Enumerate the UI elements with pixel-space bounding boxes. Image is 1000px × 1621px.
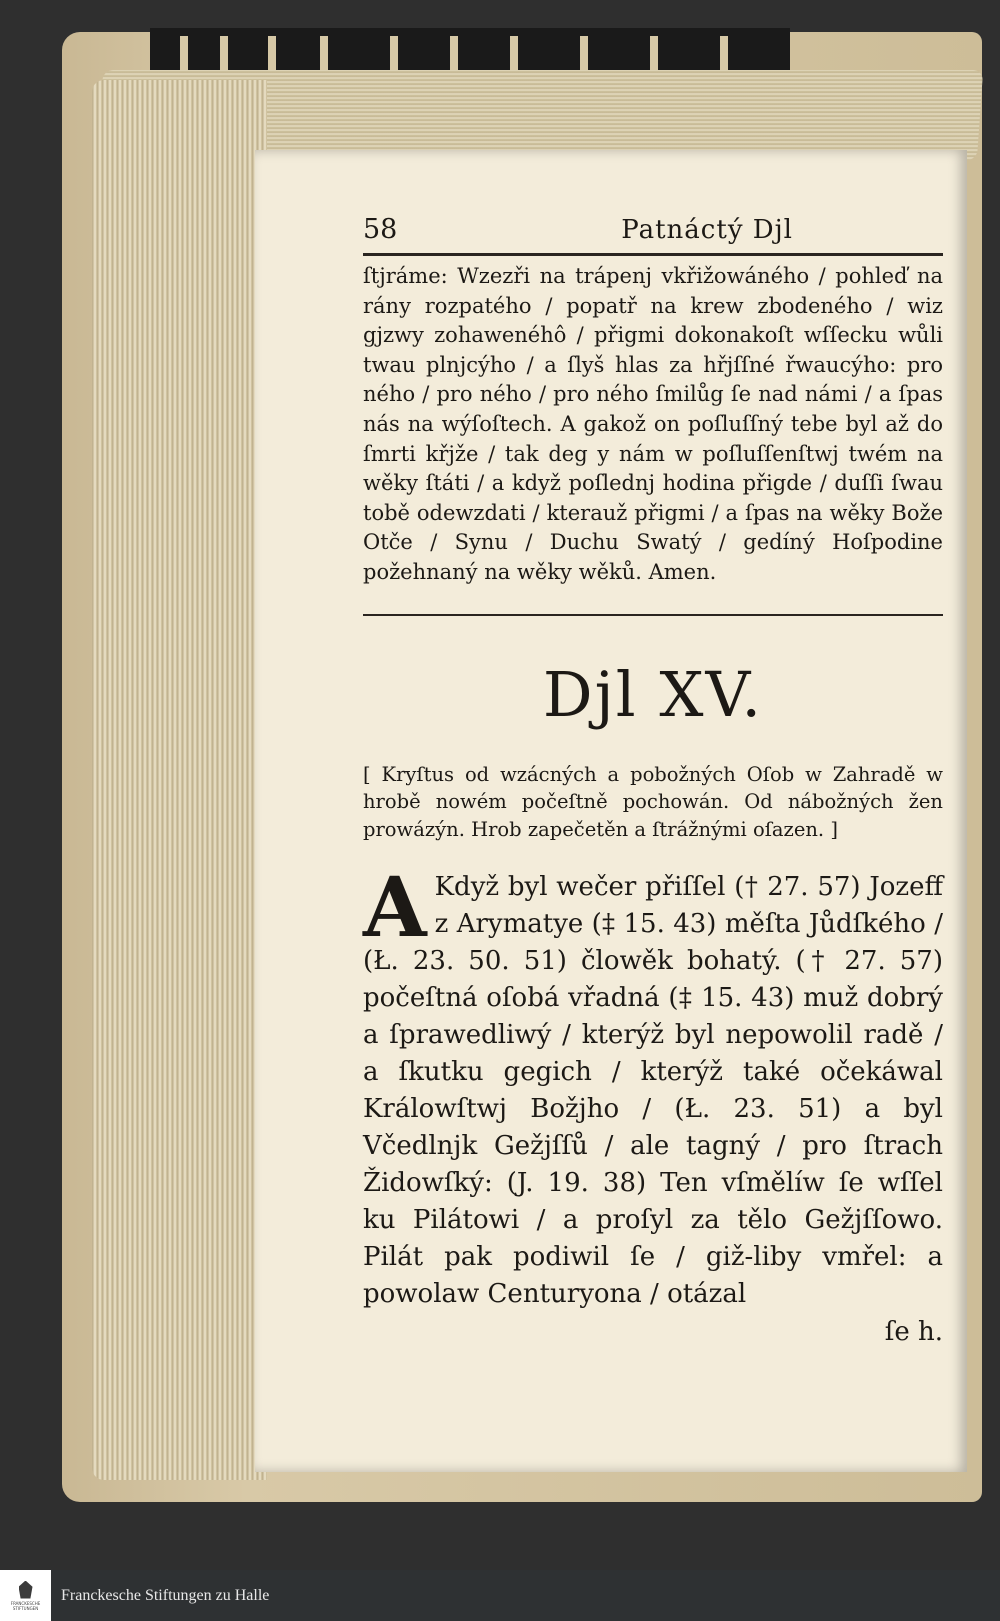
catchword: ſe h. [884,1317,943,1348]
section-divider [363,614,943,616]
page-block-edge [92,80,267,1480]
chapter-body: Když byl wečer přiſſel († 27. 57) Jozeff z Arymatye (‡ 15. 43) měſta Jůdſkého / (Ł. 23. 50. 51) člowěk bohatý. († 27. 57) počeſtná oſobá vřadná (‡ 15. 43) muž dobrý a ſprawedliwý / kterýž byl nepowolil radě / a ſkutku gegich / kterýž také očekáwal Králowſtwj Božjho / (Ł. 23. 51) a byl Včedlnjk Gežjſſů / ale tagný / pro ſtrach Židowſký: (J. 19. 38) Ten vſmělíw ſe wſſel ku Pilátowi / a proſyl za tělo Gežjſſowo. Pilát pak podiwil ſe / giž-liby vmřel: a powolaw Centuryona / otázal [363,872,943,1310]
prayer-paragraph: ſtjráme: Wzezři na trápenj vkřižowáného / pohleď na rány rozpatého / popatř na krew zbodeného / wiz gjzwy zohawenéhô / přigmi dokonakoſt wſſecku wůli twau plnjcýho / a ſlyš hlas za hřjſſné řwaucýho: pro ného / pro ného / pro ného ſmilůg ſe nad námi / a ſpas nás na wýſoſtech. A gakož on poſluſſný tebe byl až do ſmrti křjže / tak deg y nám w poſluſſenſtwj twém na wěky ſtáti / a když poſlednj hodina přigde / duſſi ſwau tobě odewzdati / kterauž přigmi / a ſpas na wěky Bože Otče / Synu / Duchu Swatý / gedíný Hoſpodine požehnaný na wěky wěků. Amen. [363,264,943,584]
running-title: Patnáctý Djl [621,215,793,245]
header-rule [363,253,943,256]
logo-text: FRANCKESCHE STIFTUNGEN [10,1600,41,1611]
page-number: 58 [363,214,398,245]
logo-icon [19,1581,33,1599]
institution-logo [0,1570,51,1621]
page-header [363,214,943,245]
page-text-area [363,214,943,1347]
drop-cap: A [363,860,427,957]
footer-bar [0,1570,1000,1621]
chapter-heading: Djl XV. [542,657,764,731]
book-page [255,150,967,1472]
chapter-text [363,860,943,1313]
footer-label: Franckesche Stiftungen zu Halle [61,1586,270,1604]
chapter-summary: [ Kryſtus od wzácných a pobožných Oſob w Zahradě w hrobě nowém počeſtně pochowán. Od nábožných žen prowázýn. Hrob zapečetěn a ſtrážnými oſazen. ] [363,762,943,841]
